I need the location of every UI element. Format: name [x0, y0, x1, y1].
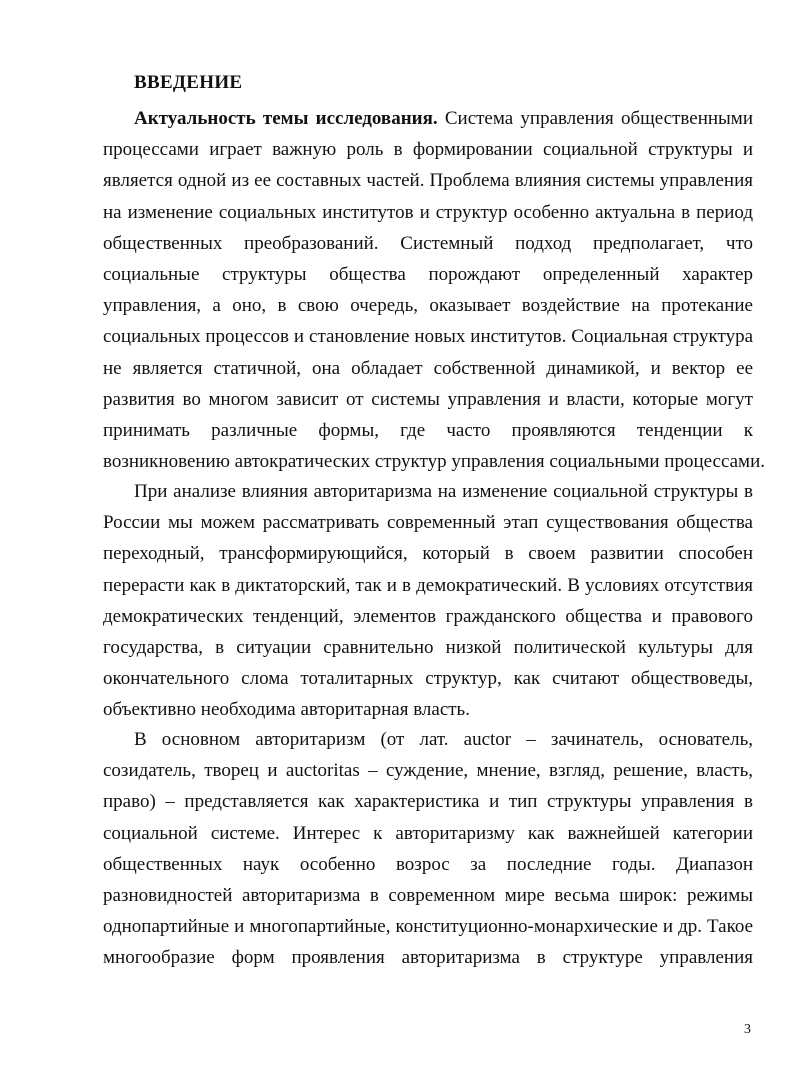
text-line: является одной из ее составных частей. Проблема влияния системы управления: [103, 170, 753, 192]
text-line: разновидностей авторитаризма в современном мире весьма широк: режимы: [103, 884, 753, 906]
text-line: созидатель, творец и auctoritas – суждение, мнение, взгляд, решение, власть,: [103, 760, 753, 782]
text-line: общественных наук особенно возрос за последние годы. Диапазон: [103, 853, 753, 875]
text-line: управления, а оно, в свою очередь, оказывает воздействие на протекание: [103, 295, 753, 317]
text-line: однопартийные и многопартийные, конституционно-монархические и др. Такое: [103, 916, 753, 938]
text-line: демократических тенденций, элементов гражданского общества и правового: [103, 605, 753, 627]
text-line: на изменение социальных институтов и структур особенно актуальна в период: [103, 201, 753, 223]
text-line: При анализе влияния авторитаризма на изменение социальной структуры в: [134, 481, 753, 502]
text-span: Система управления общественными: [437, 108, 753, 129]
text-line: объективно необходима авторитарная власть.: [103, 699, 470, 721]
text-line: право) – представляется как характеристика и тип структуры управления в: [103, 791, 753, 813]
bold-lead-phrase: Актуальность темы исследования.: [134, 108, 438, 129]
text-line: возникновению автократических структур управления социальными процессами.: [103, 451, 765, 473]
text-line: перерасти как в диктаторский, так и в демократический. В условиях отсутствия: [103, 574, 753, 596]
text-line: процессами играет важную роль в формировании социальной структуры и: [103, 139, 753, 161]
text-line: развития во многом зависит от системы управления и власти, которые могут: [103, 388, 753, 410]
section-heading: ВВЕДЕНИЕ: [134, 72, 243, 93]
text-line: государства, в ситуации сравнительно низкой политической культуры для: [103, 636, 753, 658]
paragraph-1: [103, 103, 765, 477]
text-line: социальных процессов и становление новых институтов. Социальная структура: [103, 326, 753, 348]
text-line: многообразие форм проявления авторитаризма в структуре управления: [103, 947, 753, 969]
text-line: не является статичной, она обладает собственной динамикой, и вектор ее: [103, 357, 753, 379]
text-line: В основном авторитаризм (от лат. auctor – зачинатель, основатель,: [134, 729, 753, 750]
text-line: России мы можем рассматривать современный этап существования общества: [103, 512, 753, 534]
paragraph-2: [103, 476, 753, 726]
text-line: социальной системе. Интерес к авторитаризму как важнейшей категории: [103, 822, 753, 844]
paragraph-3: [103, 724, 753, 974]
text-line: социальные структуры общества порождают определенный характер: [103, 263, 753, 285]
text-line: принимать различные формы, где часто проявляются тенденции к: [103, 419, 753, 441]
page-number: 3: [744, 1022, 751, 1037]
text-line: переходный, трансформирующийся, который в своем развитии способен: [103, 543, 753, 565]
text-line: общественных преобразований. Системный подход предполагает, что: [103, 232, 753, 254]
text-line: [103, 103, 753, 134]
text-line: окончательного слома тоталитарных структур, как считают обществоведы,: [103, 668, 753, 690]
